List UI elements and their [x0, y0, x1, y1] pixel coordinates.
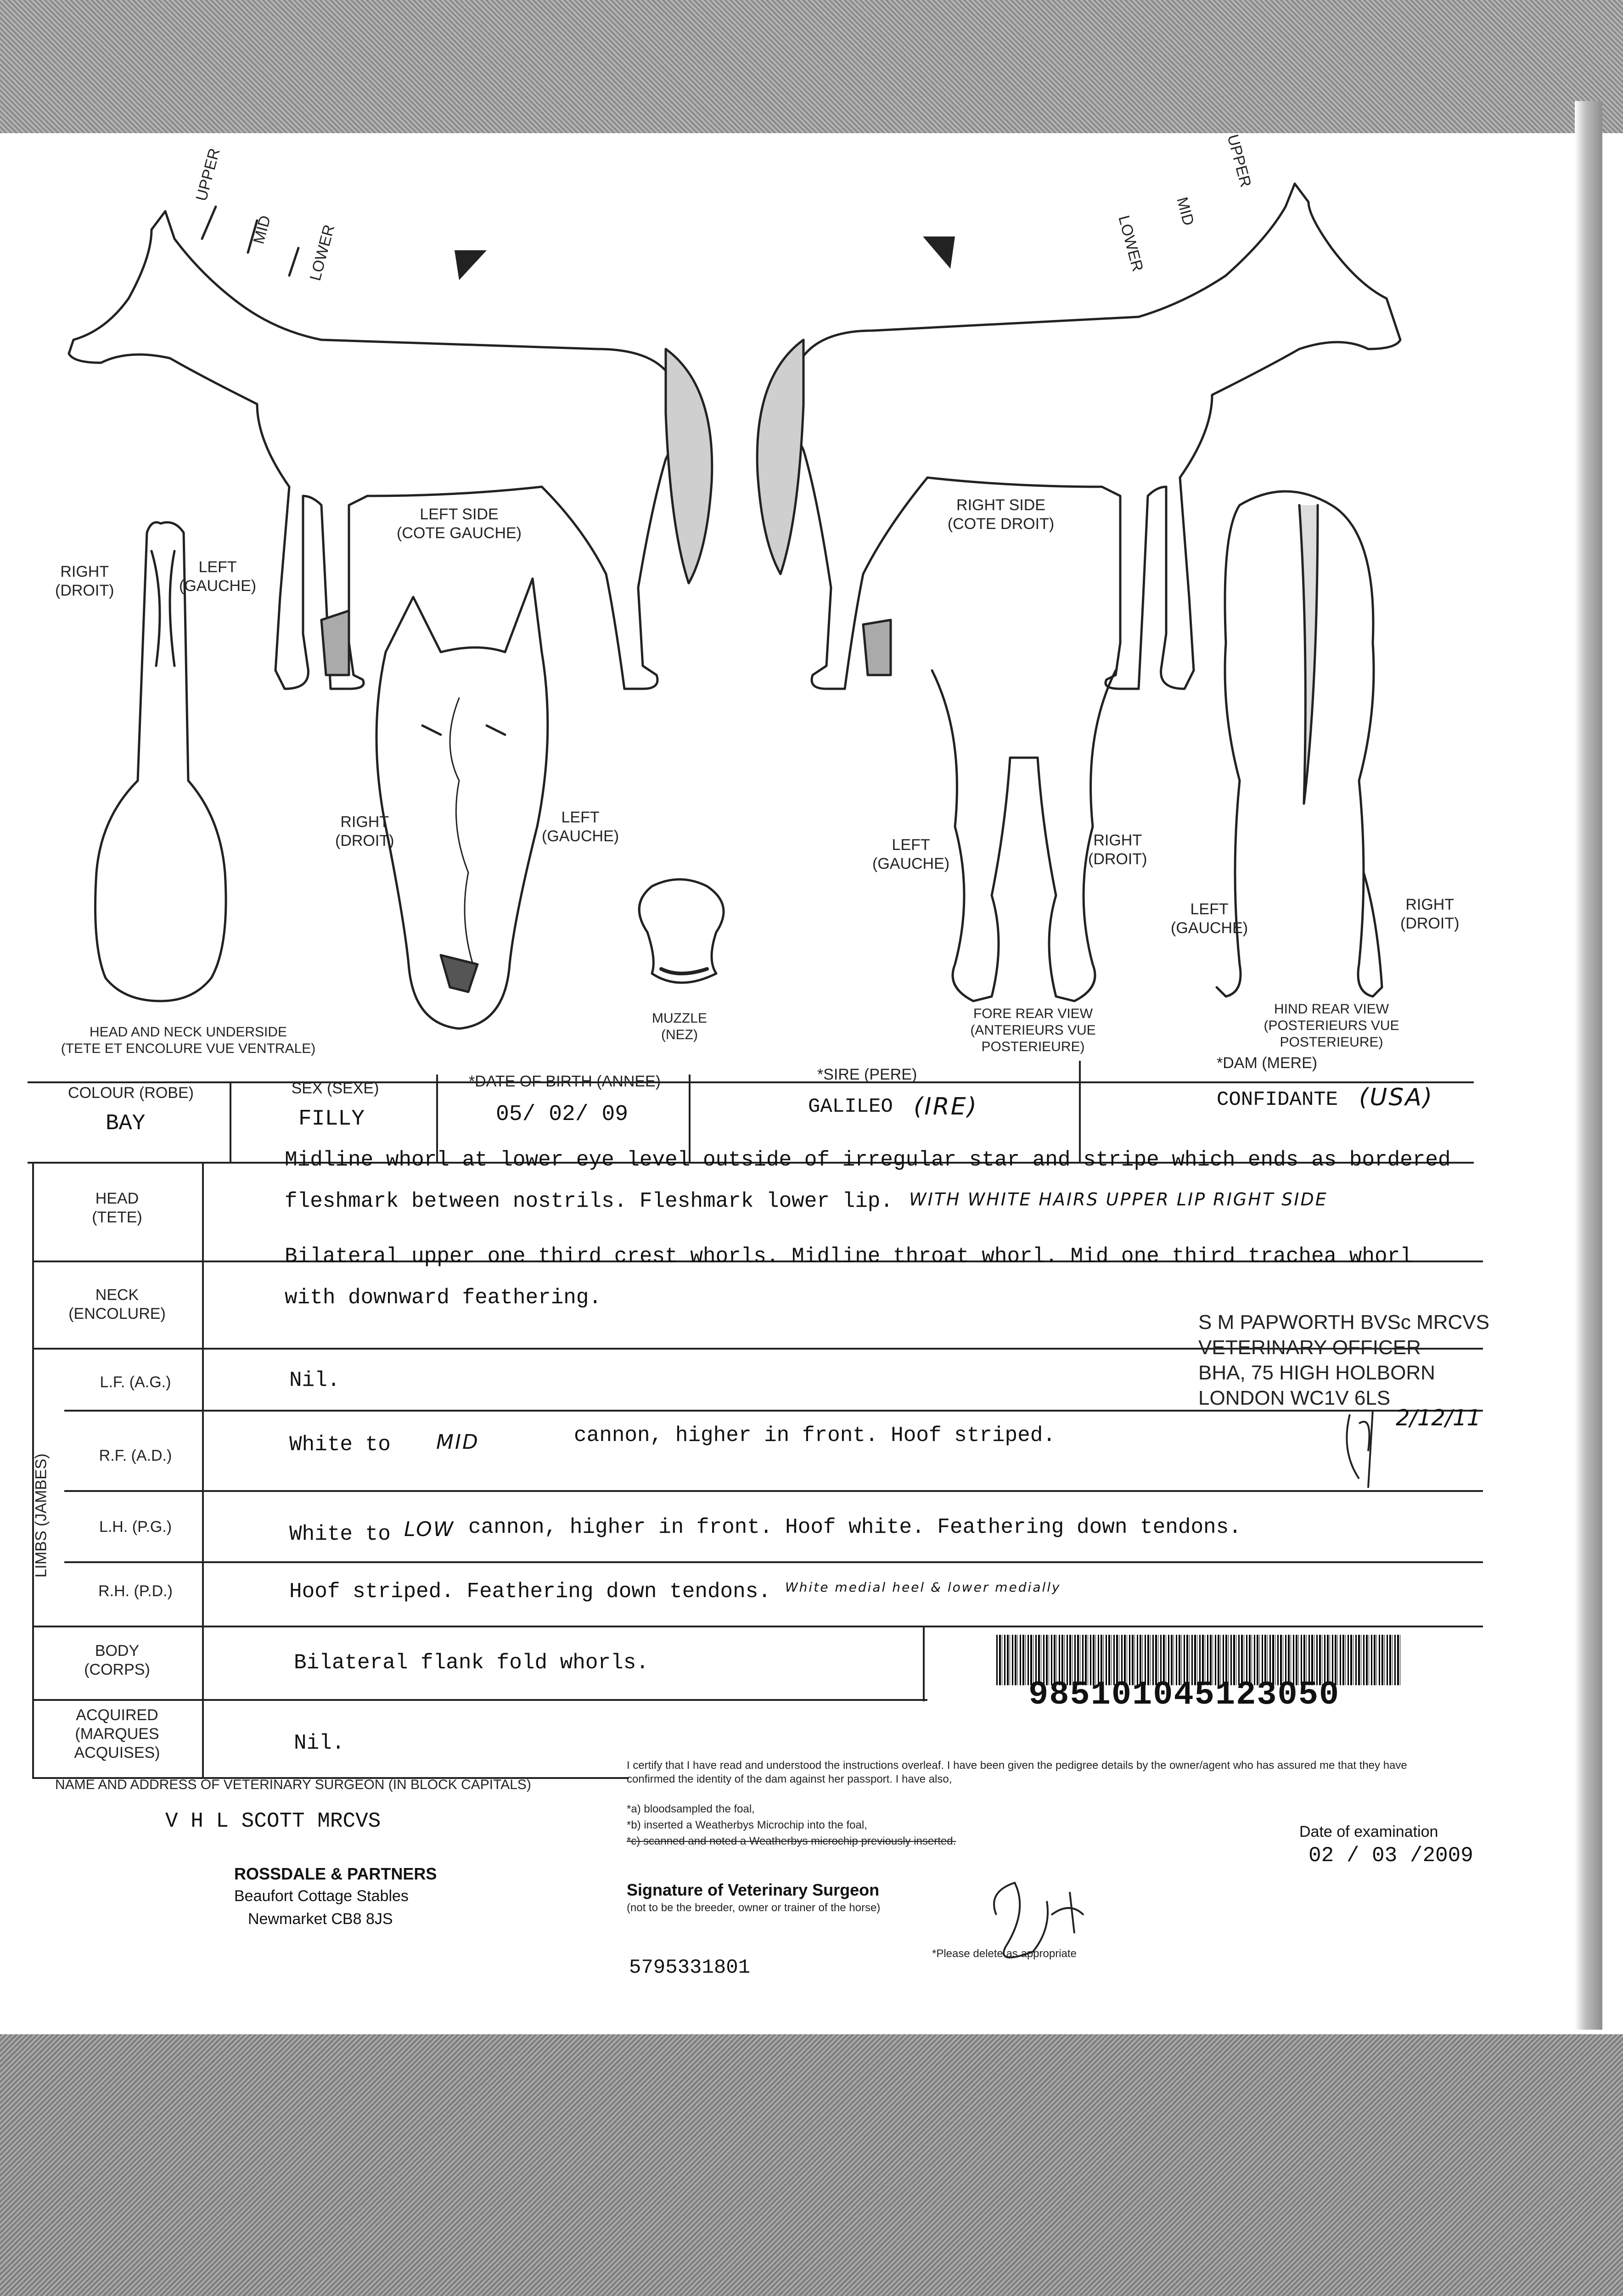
- neck-upper-label-right: UPPER: [1224, 132, 1255, 189]
- neck-upper-label-left: UPPER: [192, 146, 224, 203]
- head-text-line2: fleshmark between nostrils. Fleshmark lower lip.: [285, 1189, 893, 1213]
- body-text: Bilateral flank fold whorls.: [294, 1651, 649, 1675]
- vet-practice-line2: Beaufort Cottage Stables: [234, 1887, 409, 1905]
- certify-statement: I certify that I have read and understood the instructions overleaf. I have been given the pedigree details by the owner/agent who has assured me that they have confirmed the identity of the dam against her passport. I have also,: [627, 1759, 1407, 1785]
- exam-date: 02 / 03 /2009: [1309, 1844, 1473, 1868]
- dam-value: CONFIDANTE: [1217, 1088, 1338, 1111]
- officer-date: 2/12/11: [1396, 1405, 1481, 1431]
- dob-label: *DATE OF BIRTH (ANNEE): [468, 1073, 661, 1090]
- officer-stamp-line1: S M PAPWORTH BVSc MRCVS: [1198, 1311, 1490, 1334]
- document-number: 5795331801: [629, 1956, 751, 1979]
- neck-lower-label-right: LOWER: [1115, 214, 1147, 274]
- vet-practice-line3: Newmarket CB8 8JS: [248, 1910, 393, 1928]
- horse-left-side: [69, 207, 712, 689]
- rule: [64, 1410, 1483, 1412]
- rule: [202, 1162, 204, 1777]
- neck-label: NECK (ENCOLURE): [68, 1286, 166, 1322]
- rf-text-a: White to: [289, 1433, 391, 1457]
- lh-text-b: cannon, higher in front. Hoof white. Feathering down tendons.: [468, 1515, 1241, 1539]
- lf-label: L.F. (A.G.): [100, 1373, 171, 1391]
- signature-label: Signature of Veterinary Surgeon: [627, 1880, 880, 1899]
- delete-note: *Please delete as appropriate: [932, 1947, 1077, 1960]
- exam-date-label: Date of examination: [1299, 1823, 1438, 1840]
- rh-text: Hoof striped. Feathering down tendons.: [289, 1580, 771, 1604]
- muzzle-caption: MUZZLE (NEZ): [652, 1011, 707, 1042]
- hind-view-caption: HIND REAR VIEW (POSTERIEURS VUE POSTERIEURE): [1264, 1002, 1399, 1050]
- dob-value: 05/ 02/ 09: [496, 1102, 629, 1127]
- rh-handwritten: White medial heel & lower medially: [785, 1580, 1061, 1595]
- limbs-label: LIMBS (JAMBES): [32, 1453, 50, 1578]
- underside-right-label: RIGHT (DROIT): [55, 563, 114, 599]
- rf-text-b: cannon, higher in front. Hoof striped.: [574, 1424, 1056, 1447]
- certify-item-b: *b) inserted a Weatherbys Microchip into the foal,: [627, 1819, 867, 1831]
- horse-diagrams: [0, 0, 1623, 1070]
- rf-label: R.F. (A.D.): [99, 1447, 172, 1464]
- rule: [64, 1561, 1483, 1563]
- head-right-label: RIGHT (DROIT): [335, 813, 394, 850]
- rule: [32, 1626, 1483, 1627]
- officer-stamp-line4: LONDON WC1V 6LS: [1198, 1387, 1391, 1409]
- sire-label: *SIRE (PERE): [817, 1066, 917, 1083]
- colour-value: BAY: [106, 1111, 146, 1136]
- fore-right-label: RIGHT (DROIT): [1088, 832, 1147, 868]
- rh-label: R.H. (P.D.): [98, 1582, 173, 1600]
- underside-left-label: LEFT (GAUCHE): [179, 558, 257, 595]
- dam-country: (USA): [1359, 1084, 1434, 1111]
- lh-text-a: White to: [289, 1522, 391, 1546]
- horse-head-front: [376, 579, 548, 1029]
- acquired-text: Nil.: [294, 1731, 345, 1755]
- underside-caption: HEAD AND NECK UNDERSIDE (TETE ET ENCOLURE VUE VENTRALE): [61, 1024, 316, 1056]
- rf-handwritten: MID: [436, 1430, 479, 1454]
- neck-text-line2: with downward feathering.: [285, 1286, 602, 1310]
- right-side-label: RIGHT SIDE (COTE DROIT): [947, 496, 1055, 533]
- head-text-line1: Midline whorl at lower eye level outside of irregular star and stripe which ends as bordered: [285, 1148, 1451, 1172]
- vet-name-label: NAME AND ADDRESS OF VETERINARY SURGEON (IN BLOCK CAPITALS): [55, 1777, 531, 1792]
- rule: [923, 1626, 925, 1701]
- scan-border-bottom: [0, 2034, 1623, 2296]
- neck-lower-label-left: LOWER: [306, 223, 338, 283]
- lh-handwritten: LOW: [404, 1518, 455, 1541]
- rule: [1079, 1061, 1081, 1162]
- left-side-label: LEFT SIDE (COTE GAUCHE): [397, 506, 522, 542]
- neck-mid-label-left: MID: [250, 214, 275, 246]
- head-handwritten-note: WITH WHITE HAIRS UPPER LIP RIGHT SIDE: [909, 1189, 1328, 1210]
- microchip-number: 985101045123050: [1028, 1676, 1340, 1714]
- signature-sublabel: (not to be the breeder, owner or trainer of the horse): [627, 1902, 881, 1914]
- officer-stamp-line3: BHA, 75 HIGH HOLBORN: [1198, 1362, 1435, 1384]
- neck-mid-label-right: MID: [1173, 195, 1197, 228]
- body-label: BODY (CORPS): [84, 1642, 150, 1678]
- certify-item-a: *a) bloodsampled the foal,: [627, 1803, 755, 1815]
- hind-left-label: LEFT (GAUCHE): [1171, 900, 1248, 937]
- certify-item-c: *c) scanned and noted a Weatherbys microchip previously inserted.: [627, 1835, 956, 1847]
- neck-text-line1: Bilateral upper one third crest whorls. Midline throat whorl. Mid one third trachea whorl: [285, 1244, 1413, 1268]
- sire-country: (IRE): [914, 1093, 978, 1120]
- rule: [32, 1699, 927, 1701]
- vet-name: V H L SCOTT MRCVS: [165, 1809, 381, 1833]
- officer-stamp-line2: VETERINARY OFFICER: [1198, 1336, 1421, 1359]
- head-left-label: LEFT (GAUCHE): [542, 809, 619, 845]
- lf-text: Nil.: [289, 1368, 340, 1392]
- sire-value: GALILEO: [808, 1095, 893, 1118]
- vet-practice-line1: ROSSDALE & PARTNERS: [234, 1864, 437, 1883]
- dam-label: *DAM (MERE): [1217, 1054, 1318, 1072]
- horse-muzzle: [639, 879, 724, 983]
- lh-label: L.H. (P.G.): [99, 1518, 172, 1536]
- hind-right-label: RIGHT (DROIT): [1400, 896, 1460, 932]
- fore-view-caption: FORE REAR VIEW (ANTERIEURS VUE POSTERIEURE): [970, 1006, 1096, 1054]
- rule: [64, 1490, 1483, 1492]
- colour-label: COLOUR (ROBE): [68, 1084, 194, 1102]
- rule: [230, 1081, 231, 1162]
- fore-left-label: LEFT (GAUCHE): [872, 836, 950, 872]
- head-label: HEAD (TETE): [92, 1190, 142, 1226]
- sex-label: SEX (SEXE): [291, 1080, 379, 1097]
- acquired-label: ACQUIRED (MARQUES ACQUISES): [74, 1706, 160, 1761]
- sex-value: FILLY: [298, 1107, 365, 1131]
